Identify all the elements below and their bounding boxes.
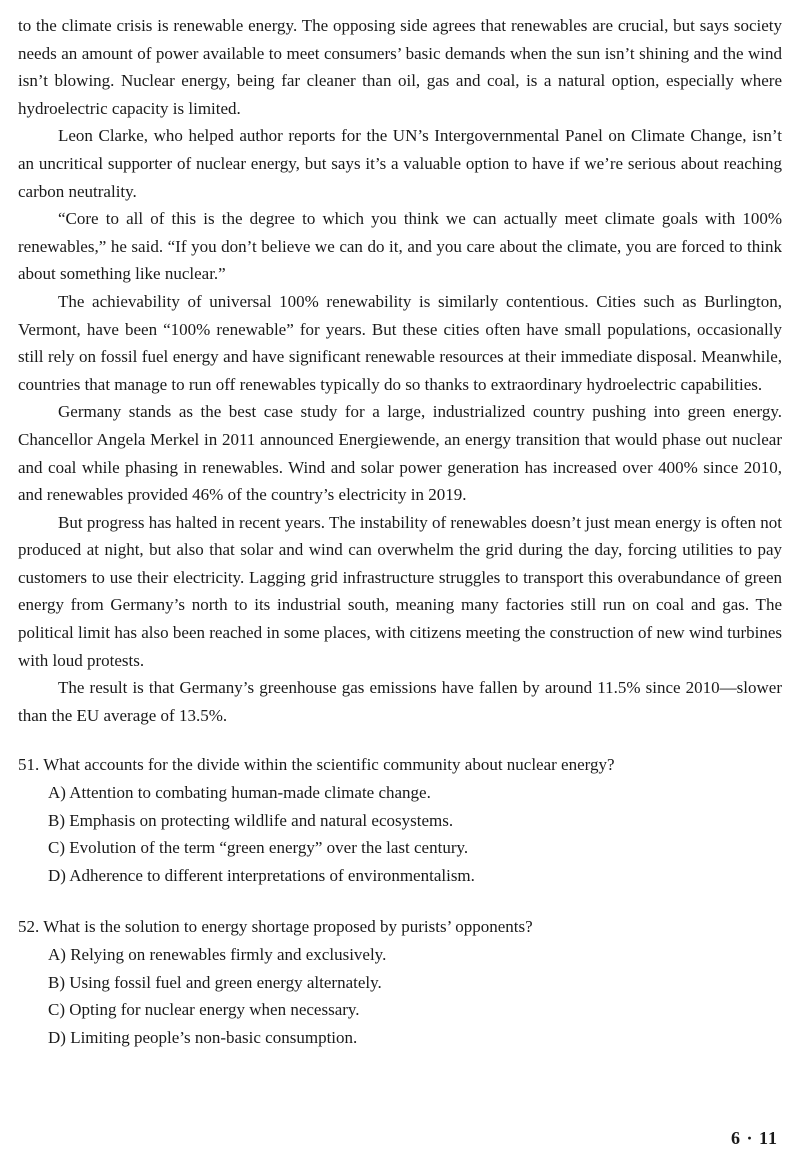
answer-options [18, 779, 782, 889]
question-51 [18, 751, 782, 889]
passage-paragraph: “Core to all of this is the degree to which you think we can actually meet climate goals with 100% renewables,” he said. “If you don’t believe we can do it, and you care about the climate, you are forced to think about something like nuclear.” [18, 209, 782, 284]
passage-paragraph: The result is that Germany’s greenhouse gas emissions have fallen by around 11.5% since 2010—slower than the EU average of 13.5%. [18, 678, 782, 725]
answer-option-c[interactable]: C) Evolution of the term “green energy” over the last century. [48, 838, 469, 858]
passage-paragraph: to the climate crisis is renewable energy. The opposing side agrees that renewables are crucial, but says society needs an amount of power available to meet consumers’ basic demands when the sun isn’t shining and the wind isn’t blowing. Nuclear energy, being far cleaner than oil, gas and coal, is a natural option, especially where hydroelectric capacity is limited. [18, 16, 782, 118]
answer-option-a[interactable]: A) Relying on renewables firmly and exclusively. [48, 945, 387, 964]
passage-paragraph: But progress has halted in recent years. The instability of renewables doesn’t just mean energy is often not produced at night, but also that solar and wind can overwhelm the grid during the day, forcing utilities to pay customers to use their electricity. Lagging grid infrastructure struggles to transport this overabundance of green energy from Germany’s north to its industrial south, meaning many factories still run on coal and gas. The political limit has also been reached in some places, with citizens meeting the construction of new wind turbines with loud protests. [18, 512, 782, 670]
answer-option-b[interactable]: B) Using fossil fuel and green energy alternately. [48, 972, 382, 992]
question-stem: 52. What is the solution to energy shortage proposed by purists’ opponents? [18, 917, 533, 937]
answer-options [18, 941, 782, 1051]
passage-paragraph: The achievability of universal 100% renewability is similarly contentious. Cities such as Burlington, Vermont, have been “100% renewable” for years. But these cities often have small populations, occasionally still rely on fossil fuel energy and have significant renewable resources at their immediate disposal. Meanwhile, countries that manage to run off renewables typically do so thanks to extraordinary hydroelectric capabilities. [18, 291, 782, 394]
reading-passage [18, 12, 782, 729]
question-section [18, 751, 782, 1051]
answer-option-d[interactable]: D) Adherence to different interpretations of environmentalism. [48, 865, 475, 885]
passage-paragraph: Leon Clarke, who helped author reports for the UN’s Intergovernmental Panel on Climate Change, isn’t an uncritical supporter of nuclear energy, but says it’s a valuable option to have if we’re serious about reaching carbon neutrality. [18, 126, 782, 201]
question-stem: 51. What accounts for the divide within the scientific community about nuclear energy? [18, 755, 615, 775]
page-number: 6 · 11 [730, 1128, 778, 1148]
answer-option-a[interactable]: A) Attention to combating human-made climate change. [48, 783, 431, 803]
question-52 [18, 913, 782, 1051]
passage-paragraph: Germany stands as the best case study for a large, industrialized country pushing into green energy. Chancellor Angela Merkel in 2011 announced Energiewende, an energy transition that would phase out nuclear and coal while phasing in renewables. Wind and solar power generation has increased over 400% since 2010, and renewables provided 46% of the country’s electricity in 2019. [18, 402, 782, 505]
page-content [18, 12, 782, 1075]
answer-option-c[interactable]: C) Opting for nuclear energy when necessary. [48, 1000, 360, 1020]
answer-option-d[interactable]: D) Limiting people’s non-basic consumption. [48, 1027, 358, 1047]
answer-option-b[interactable]: B) Emphasis on protecting wildlife and natural ecosystems. [48, 810, 454, 830]
